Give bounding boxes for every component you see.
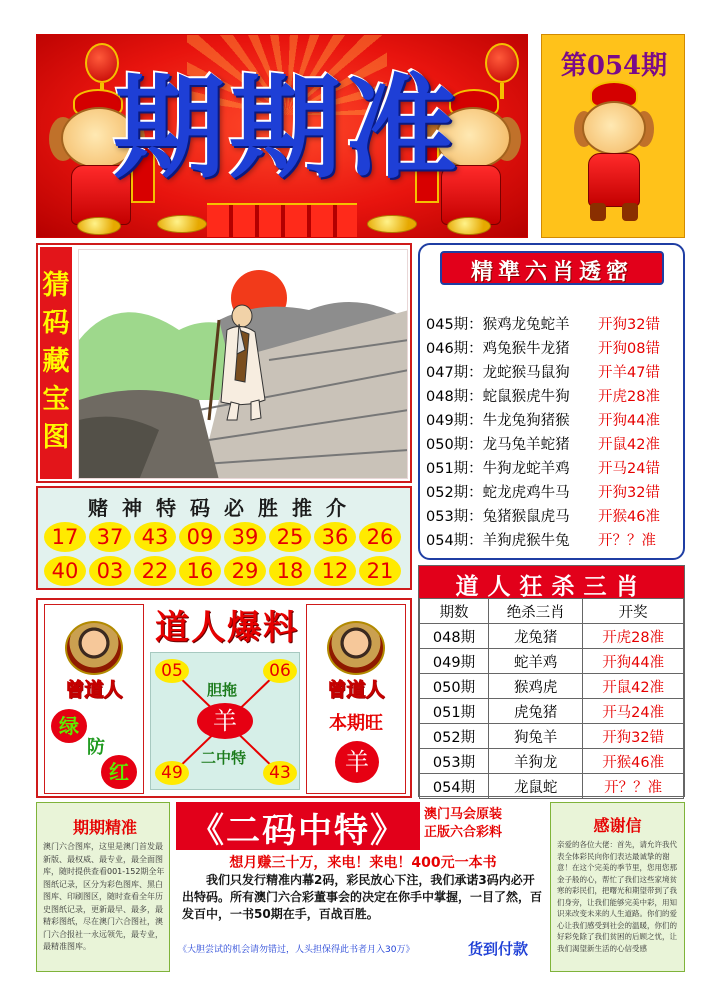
list-item: 053期：兔猪猴鼠虎马 开猴46准: [426, 509, 660, 525]
number-ball: 12: [314, 556, 356, 586]
gods-title: 赌神特码必胜推介: [88, 496, 360, 520]
kill-three-title: 道人狂杀三肖: [455, 573, 648, 600]
gold-ingot-icon: [447, 217, 491, 235]
kill-three-header: [419, 566, 684, 598]
dantuo-label: 胆拖: [207, 681, 238, 699]
ad-side-text: 澳门马会原装 正版六合彩料: [424, 807, 503, 840]
ad-title: 《二码中特》: [190, 811, 406, 851]
benqi-label: 本期旺: [329, 713, 383, 734]
dog-mascot-corner: [574, 81, 654, 231]
gods-numbers-panel: [36, 486, 412, 590]
number-ball: 16: [179, 556, 221, 586]
erzhongte-label: 二中特: [201, 749, 247, 767]
number-ball: 22: [134, 556, 176, 586]
avatar: [65, 621, 123, 675]
ad-body: 我们只发行精准内幕2码，彩民放心下注，我们承诺3码内必开出特码。所有澳门六合彩董事会的决定在你手中掌握，一目了然，百发百中，一书50期在手，百战百胜。: [182, 873, 543, 921]
number-ball: 26: [359, 522, 401, 552]
thanks-letter-box: [550, 802, 685, 972]
table-row: 050期 猴鸡虎 开鼠42准: [420, 674, 684, 699]
gold-ingot-icon: [157, 215, 207, 233]
treasure-title: 猜 码 藏 宝 图: [42, 270, 70, 453]
table-row: 049期 蛇羊鸡 开狗44准: [420, 649, 684, 674]
number-ball: 09: [179, 522, 221, 552]
list-item: 047期：龙蛇猴马鼠狗 开羊47错: [426, 365, 660, 381]
number-ball: 17: [44, 522, 86, 552]
red-circle: 红: [101, 755, 137, 789]
table-row: 053期 羊狗龙 开猴46准: [420, 749, 684, 774]
number-ball: 40: [44, 556, 86, 586]
list-item: 046期：鸡兔猴牛龙猪 开狗08错: [426, 341, 660, 357]
fang-label: 防: [87, 737, 105, 758]
issue-number: 第054期: [560, 51, 668, 81]
table-row: 052期 狗兔羊 开狗32错: [420, 724, 684, 749]
number-ball: 37: [89, 522, 131, 552]
green-circle: 绿: [51, 709, 87, 743]
qiqi-jingzhun-box: [36, 802, 170, 972]
number-ball: 18: [269, 556, 311, 586]
number-ball: 43: [134, 522, 176, 552]
lantern-icon: [485, 43, 519, 83]
ad-footer: 《大胆尝试的机会请勿错过，人头担保得此书者月入30万》: [178, 945, 415, 955]
dantuo-cross: [150, 652, 300, 790]
kill-three-panel: [418, 565, 685, 797]
list-item: 054期：羊狗虎猴牛兔 开？？准: [426, 533, 656, 549]
list-item: 051期：牛狗龙蛇羊鸡 开马24错: [426, 461, 660, 477]
daoren-tips-panel: [36, 598, 412, 798]
list-item: 045期：猴鸡龙兔蛇羊 开狗32错: [426, 317, 660, 333]
qiqi-jingzhun-title: 期期精准: [72, 818, 137, 837]
number-ball: 25: [269, 522, 311, 552]
ad-slogan: 想月赚三十万，来电！来电！400元一本书: [229, 855, 497, 871]
firecracker-decoration: [207, 203, 357, 238]
number-ball: 43: [263, 761, 297, 785]
qiqi-jingzhun-text: 澳门六合图库，这里是澳门首发最新版、最权威、最专业，最全面图库，随时提供查看001-152期全年图纸记录，区分为彩色图库、黑白图库、印刷图区，随时查看全年历史图纸记录，更新最早、最多，最精彩图纸，尽在澳门六合图社，澳门六合报社一永远领先，最专业，最精准图库。: [43, 842, 165, 951]
number-ball: 49: [155, 761, 189, 785]
right-daoren-box: [306, 604, 406, 794]
treasure-sidebar: [40, 247, 72, 479]
six-zodiac-header: [440, 251, 664, 285]
gold-ingot-icon: [367, 215, 417, 233]
six-zodiac-panel: [418, 243, 685, 560]
benqi-zodiac: 羊: [335, 741, 379, 783]
ad-box: [172, 802, 548, 972]
list-item: 052期：蛇龙虎鸡牛马 开狗32错: [426, 485, 660, 501]
treasure-map-panel: [36, 243, 412, 483]
number-ball: 36: [314, 522, 356, 552]
daoren-tips-title: 道人爆料: [155, 608, 299, 648]
table-row: 054期 龙鼠蛇 开？？准: [420, 774, 684, 799]
kill-three-table: [419, 598, 684, 799]
number-ball: 21: [359, 556, 401, 586]
avatar: [327, 621, 385, 675]
table-row: 051期 虎兔猪 开马24准: [420, 699, 684, 724]
cod-label: 货到付款: [468, 940, 529, 958]
page-title: 期期准: [113, 63, 461, 194]
number-ball: 05: [155, 659, 189, 683]
list-item: 049期：牛龙兔狗猪猴 开狗44准: [426, 413, 660, 429]
list-item: 048期：蛇鼠猴虎牛狗 开虎28准: [426, 389, 660, 405]
thanks-letter-text: 亲爱的各位大佬：首先，请允许我代表全体彩民向你们表达最诚挚的谢意！在这个完美的季节里，您用您那金子般的心，帮忙了我们这些家境贫寒的彩民们，把曙光和期望带到了我们身旁，让我们能够完美中彩，用知识来改变未来的人生道路。你们的爱心让我们感受到社会的温暖，你们的好彩免除了我们贫困的后顾之忧，让我们渴望新生活的心信受感: [557, 840, 677, 953]
issue-box: [541, 34, 685, 238]
left-daoren-box: [44, 604, 144, 794]
daoren-name-right: 曾道人: [327, 679, 385, 701]
daoren-name-left: 曾道人: [65, 679, 123, 701]
six-zodiac-title: 精準六肖透密: [470, 259, 633, 285]
gold-ingot-icon: [77, 217, 121, 235]
ad-header: [176, 802, 420, 850]
number-ball: 39: [224, 522, 266, 552]
center-zodiac: 羊: [197, 703, 253, 739]
thanks-letter-title: 感谢信: [593, 816, 642, 835]
riddle-picture: [78, 249, 408, 479]
table-header-row: 期数 绝杀三肖 开奖: [420, 599, 684, 624]
sage-on-steps-illustration: [79, 250, 408, 479]
number-ball: 03: [89, 556, 131, 586]
number-ball: 06: [263, 659, 297, 683]
header-banner: [36, 34, 528, 238]
number-ball: 29: [224, 556, 266, 586]
list-item: 050期：龙马兔羊蛇猪 开鼠42准: [426, 437, 660, 453]
table-row: 048期 龙兔猪 开虎28准: [420, 624, 684, 649]
